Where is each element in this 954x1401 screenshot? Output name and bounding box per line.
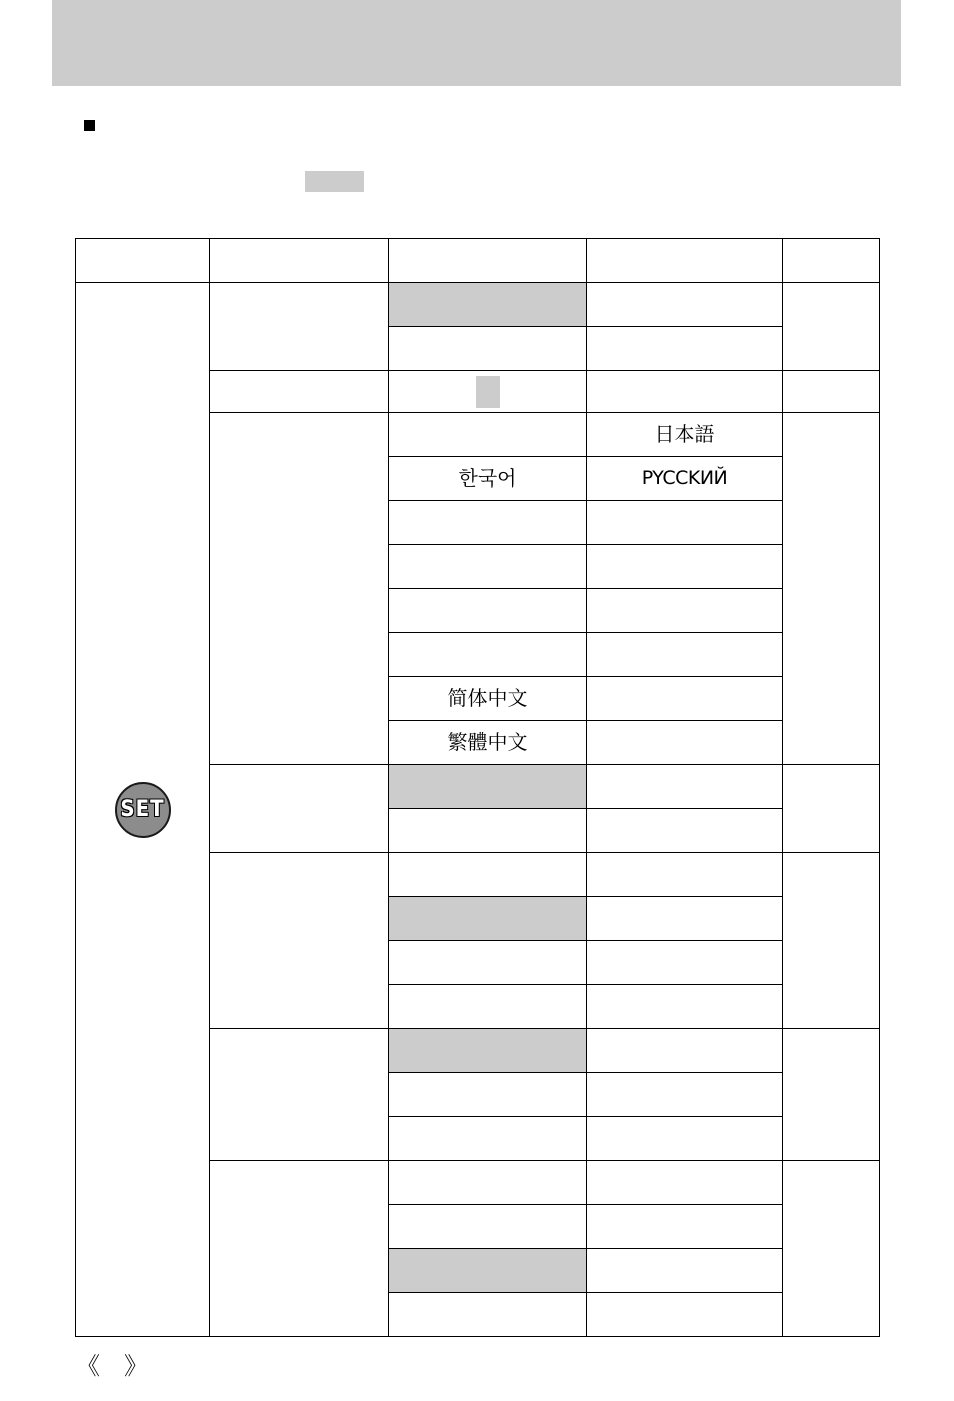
language-chinese-traditional: 繁體中文: [447, 730, 528, 754]
submenu-cell: [389, 721, 587, 765]
submenu-cell: [587, 589, 783, 633]
page-cell: [783, 371, 880, 413]
submenu-cell-shaded: [389, 1249, 587, 1293]
table-row: [76, 283, 880, 327]
menu-cell: [210, 413, 389, 765]
submenu-cell: [587, 941, 783, 985]
submenu-cell-shaded: [389, 897, 587, 941]
header-cell: [210, 239, 389, 283]
submenu-cell: [389, 545, 587, 589]
submenu-cell-shaded: [389, 765, 587, 809]
submenu-cell: [587, 1249, 783, 1293]
language-russian: PYCCKИЙ: [641, 467, 728, 489]
language-korean: 한국어: [458, 466, 517, 490]
menu-cell: [210, 853, 389, 1029]
submenu-cell: [389, 371, 587, 413]
submenu-cell: [587, 327, 783, 371]
submenu-cell: [389, 327, 587, 371]
submenu-cell-shaded: [389, 283, 587, 327]
submenu-cell: [587, 853, 783, 897]
menu-table: [75, 238, 880, 1337]
menu-cell: [210, 1161, 389, 1337]
page-cell: [783, 853, 880, 1029]
submenu-cell-shaded: [389, 1029, 587, 1073]
submenu-cell: [389, 809, 587, 853]
submenu-cell: [389, 1293, 587, 1337]
page-cell: [783, 413, 880, 765]
submenu-cell: [587, 457, 783, 501]
header-cell: [76, 239, 210, 283]
submenu-cell: [587, 985, 783, 1029]
header-band: [52, 0, 901, 86]
submenu-cell: [389, 941, 587, 985]
header-cell: [389, 239, 587, 283]
submenu-cell: [389, 1161, 587, 1205]
shaded-swatch: [476, 376, 500, 408]
submenu-cell: [587, 897, 783, 941]
submenu-cell: [587, 545, 783, 589]
header-cell: [587, 239, 783, 283]
submenu-cell: [389, 1205, 587, 1249]
language-japanese: 日本語: [654, 422, 715, 446]
submenu-cell: [389, 1117, 587, 1161]
submenu-cell: [389, 985, 587, 1029]
submenu-cell: [389, 413, 587, 457]
submenu-cell: [389, 677, 587, 721]
submenu-cell: [587, 1293, 783, 1337]
page-cell: [783, 765, 880, 853]
table-header-row: [76, 239, 880, 283]
submenu-cell: [587, 633, 783, 677]
footer-right-mark: 》: [124, 1352, 148, 1380]
menu-cell: [210, 1029, 389, 1161]
submenu-cell: [389, 633, 587, 677]
page-cell: [783, 1029, 880, 1161]
submenu-cell: [587, 721, 783, 765]
submenu-cell: [389, 501, 587, 545]
set-button-icon: SET: [115, 782, 171, 838]
tab-cell: [76, 283, 210, 1337]
submenu-cell: [389, 457, 587, 501]
submenu-cell: [587, 501, 783, 545]
page-cell: [783, 283, 880, 371]
page-footer: [76, 1346, 148, 1381]
submenu-cell: [587, 413, 783, 457]
submenu-cell: [389, 589, 587, 633]
menu-cell: [210, 283, 389, 371]
submenu-cell: [587, 1205, 783, 1249]
submenu-cell: [587, 765, 783, 809]
submenu-cell: [389, 1073, 587, 1117]
submenu-cell: [587, 371, 783, 413]
menu-cell: [210, 765, 389, 853]
submenu-cell: [587, 1117, 783, 1161]
bullet-square-icon: [84, 120, 95, 131]
menu-cell: [210, 371, 389, 413]
submenu-cell: [587, 283, 783, 327]
submenu-cell: [389, 853, 587, 897]
submenu-cell: [587, 1029, 783, 1073]
footer-left-mark: 《: [76, 1352, 100, 1380]
header-cell: [783, 239, 880, 283]
highlight-box: [305, 171, 364, 192]
page-cell: [783, 1161, 880, 1337]
submenu-cell: [587, 677, 783, 721]
submenu-cell: [587, 809, 783, 853]
language-chinese-simplified: 简体中文: [447, 686, 528, 710]
submenu-cell: [587, 1073, 783, 1117]
submenu-cell: [587, 1161, 783, 1205]
